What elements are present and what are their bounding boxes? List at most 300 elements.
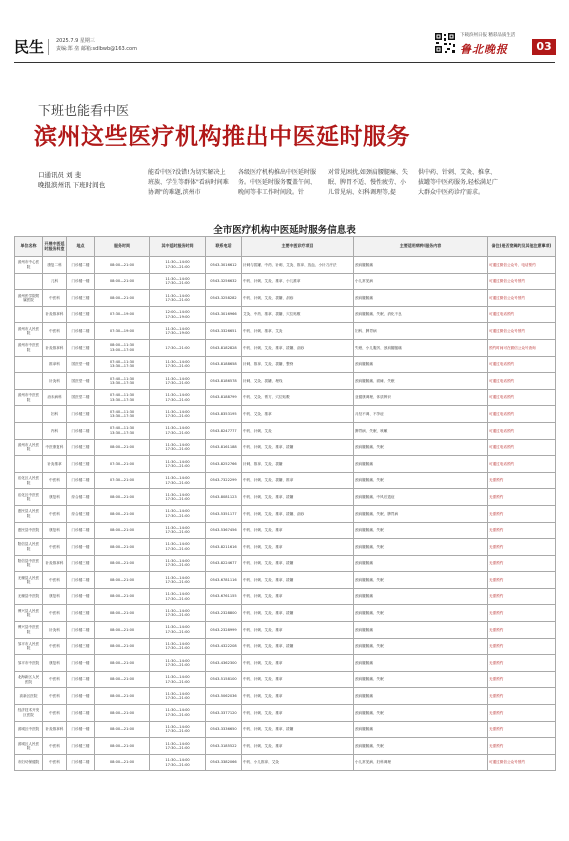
table-cell bbox=[15, 406, 43, 423]
table-cell: 08:00—21:00 bbox=[95, 555, 150, 572]
table-cell: 滨州医学院附属医院 bbox=[15, 290, 43, 307]
table-cell: 0543-3256632 bbox=[206, 273, 242, 290]
table-cell: 08:00—21:00 bbox=[95, 257, 150, 274]
table-cell: 中药、针刺、艾灸、推拿、拔罐 bbox=[242, 605, 354, 622]
article-column-2: 各级医疗机构推出中医延时服务。中医延时服务覆盖午间、晚间等非工作时间段。针 bbox=[238, 169, 317, 196]
table-cell: 中药、针刺、艾灸、推拿、拔罐 bbox=[242, 439, 354, 456]
table-cell: 中医康复科 bbox=[43, 439, 67, 456]
table-cell: 11:30—14:00 17:30—21:00 bbox=[150, 373, 206, 390]
table-row bbox=[15, 705, 556, 722]
table-cell: 颈肩腰腿痛 bbox=[354, 588, 488, 605]
table-cell: 可通过电话预约 bbox=[488, 356, 556, 373]
table-cell: 妇科、脾胃病 bbox=[354, 323, 488, 340]
table-cell: 08:00—21:00 bbox=[95, 638, 150, 655]
table-cell: 颈肩腰腿痛、面瘫、失眠 bbox=[354, 373, 488, 390]
table-cell: 门诊楼三楼 bbox=[67, 290, 95, 307]
table-cell: 无需预约 bbox=[488, 472, 556, 489]
masthead-logo: 鲁北晚报 bbox=[460, 43, 508, 56]
table-cell: 妇科 bbox=[43, 406, 67, 423]
table-cell: 无棣县人民医院 bbox=[15, 572, 43, 589]
table-cell bbox=[15, 373, 43, 390]
table-cell: 07:40—11:30 13:30—17:30 bbox=[95, 422, 150, 439]
table-cell bbox=[15, 306, 43, 323]
table-cell: 0543-2328800 bbox=[206, 605, 242, 622]
table-cell: 颈肩腰腿痛、失眠 bbox=[354, 472, 488, 489]
table-row bbox=[15, 688, 556, 705]
table-cell: 阳信县中医医院 bbox=[15, 555, 43, 572]
table-cell: 11:30—14:00 17:30—21:00 bbox=[150, 456, 206, 473]
table-cell: 中药、小儿推拿、艾灸 bbox=[242, 754, 354, 771]
table-cell: 可通过微信公众号、电话预约 bbox=[488, 257, 556, 274]
article-byline bbox=[38, 170, 105, 190]
column-header: 备注(是否宽阔约及其他注意事项) bbox=[488, 237, 556, 257]
table-cell: 康复科 bbox=[43, 588, 67, 605]
table-cell: 0543-3382066 bbox=[206, 754, 242, 771]
table-cell: 11:30—14:00 17:30—21:00 bbox=[150, 290, 206, 307]
table-cell: 中药、针刺、艾灸、推拿、拔罐、刮痧 bbox=[242, 505, 354, 522]
table-cell: 小儿常见病、妇科调理 bbox=[354, 754, 488, 771]
table-cell: 08:00—21:00 bbox=[95, 489, 150, 506]
table-cell: 0543-6781116 bbox=[206, 572, 242, 589]
table-cell: 综合楼三楼 bbox=[67, 505, 95, 522]
table-cell: 艾灸、中药、推拿、拔罐、穴位贴敷 bbox=[242, 306, 354, 323]
table-cell: 11:30—14:00 17:30—21:00 bbox=[150, 572, 206, 589]
table-row bbox=[15, 489, 556, 506]
table-cell: 11:30—14:00 17:30—21:00 bbox=[150, 688, 206, 705]
table-cell: 门诊楼一楼 bbox=[67, 688, 95, 705]
table-cell: 0543-8081123 bbox=[206, 489, 242, 506]
table-cell: 颈肩腰腿痛、失眠 bbox=[354, 605, 488, 622]
table-cell: 颈肩腰腿痛、失眠、消化不良 bbox=[354, 306, 488, 323]
table-cell: 滨州市中心医院 bbox=[15, 257, 43, 274]
table-cell: 0543-4322208 bbox=[206, 638, 242, 655]
table-cell: 颈肩腰腿痛 bbox=[354, 456, 488, 473]
table-cell: 门诊楼二楼 bbox=[67, 323, 95, 340]
column-header: 主要适用病种/服务内容 bbox=[354, 237, 488, 257]
table-cell: 门诊楼三楼 bbox=[67, 439, 95, 456]
table-cell: 11:30—14:00 17:30—21:00 bbox=[150, 638, 206, 655]
table-row bbox=[15, 323, 556, 340]
table-row bbox=[15, 671, 556, 688]
table-cell: 可通过电话预约 bbox=[488, 406, 556, 423]
table-cell: 0543-7322299 bbox=[206, 472, 242, 489]
table-row bbox=[15, 373, 556, 390]
table-cell: 无需预约 bbox=[488, 539, 556, 556]
table-cell: 07:30—19:00 bbox=[95, 306, 150, 323]
table-cell: 门诊楼二楼 bbox=[67, 754, 95, 771]
table-cell: 中药、针刺、艾灸、推拿、小儿推拿 bbox=[242, 273, 354, 290]
article-column-3: 对常见困扰,如颈肩腰腿痛、失眠、脾胃不适、慢性疲劳、小儿常见病、妇科调理等,提 bbox=[328, 169, 408, 196]
table-cell: 综合楼二楼 bbox=[67, 489, 95, 506]
table-cell: 08:00—21:00 bbox=[95, 572, 150, 589]
table-cell: 颈肩腰腿痛 bbox=[354, 622, 488, 639]
table-cell: 无需预约 bbox=[488, 671, 556, 688]
table-cell: 中医科 bbox=[43, 688, 67, 705]
table-cell: 中医科 bbox=[43, 705, 67, 722]
table-cell: 中药、针刺、艾灸、拔罐、刮痧 bbox=[242, 290, 354, 307]
table-cell: 针刺与拔罐、中药、针刺、艾灸、推拿、放血、小针刀疗法 bbox=[242, 257, 354, 274]
table-row bbox=[15, 721, 556, 738]
table-cell: 11:30—14:00 17:30—21:00 bbox=[150, 754, 206, 771]
table-row bbox=[15, 406, 556, 423]
table-cell: 颈肩腰腿痛、失眠 bbox=[354, 638, 488, 655]
table-cell: 11:30—14:00 17:30—21:00 bbox=[150, 422, 206, 439]
table-cell: 07:40—11:30 13:30—17:30 bbox=[95, 406, 150, 423]
table-cell: 11:30—14:00 17:30—21:00 bbox=[150, 389, 206, 406]
table-cell: 0543-5158100 bbox=[206, 671, 242, 688]
table-cell: 0543-3016612 bbox=[206, 257, 242, 274]
article-column-1: 能看中医?没错!为切实解决上班族、学生等群体"看病时间难协调"的难题,滨州市 bbox=[148, 169, 229, 196]
table-cell: 11:30—14:00 17:30—21:00 bbox=[150, 505, 206, 522]
table-cell: 颈肩腰腿痛 bbox=[354, 688, 488, 705]
table-cell: 0543-8211616 bbox=[206, 539, 242, 556]
table-cell: 11:30—14:00 17:30—21:00 bbox=[150, 605, 206, 622]
table-cell: 中药、针刺、艾灸、推拿 bbox=[242, 522, 354, 539]
table-cell: 门诊楼二楼 bbox=[67, 257, 95, 274]
table-cell: 0543-5367456 bbox=[206, 522, 242, 539]
table-cell: 11:30—14:00 17:30—21:00 bbox=[150, 539, 206, 556]
table-cell: 无棣县中医院 bbox=[15, 588, 43, 605]
table-cell: 滨州市人民医院 bbox=[15, 323, 43, 340]
byline-reporter: 口通讯员 刘 斐 bbox=[38, 171, 82, 179]
page-header bbox=[14, 33, 555, 60]
table-cell: 针灸推拿 bbox=[43, 456, 67, 473]
table-cell: 可通过微信公众号预约 bbox=[488, 290, 556, 307]
table-cell: 07:40—11:30 13:30—17:30 bbox=[95, 389, 150, 406]
table-cell: 17:30—21:00 bbox=[150, 339, 206, 356]
table-cell: 门诊楼三楼 bbox=[67, 738, 95, 755]
table-cell: 中医科 bbox=[43, 290, 67, 307]
table-cell: 内科 bbox=[43, 422, 67, 439]
table-row bbox=[15, 456, 556, 473]
table-cell: 颈肩腰腿痛 bbox=[354, 290, 488, 307]
table-row bbox=[15, 638, 556, 655]
table-cell: 中医科 bbox=[43, 638, 67, 655]
hot-text: 下载滨州日报 精彩品质生活 bbox=[460, 33, 516, 38]
table-cell: 07:40—11:30 13:30—17:30 bbox=[95, 356, 150, 373]
table-cell: 博兴县中医医院 bbox=[15, 622, 43, 639]
table-cell: 中医科 bbox=[43, 738, 67, 755]
table-cell: 颈肩腰腿痛、失眠 bbox=[354, 671, 488, 688]
table-cell: 无需预约 bbox=[488, 505, 556, 522]
table-cell: 中药、艾灸、推拿 bbox=[242, 406, 354, 423]
table-cell: 无需预约 bbox=[488, 572, 556, 589]
byline-lead: 晚报滨州讯 下班时间也 bbox=[38, 181, 106, 189]
table-cell: 门诊楼二楼 bbox=[67, 422, 95, 439]
table-cell: 推拿科 bbox=[43, 356, 67, 373]
table-cell: 中药、针刺、艾灸、推拿 bbox=[242, 539, 354, 556]
article-column-4: 供中药、针刺、艾灸、推拿、拔罐等中医药服务,轻松满足广大群众中医药诊疗需求。 bbox=[418, 169, 498, 196]
table-cell: 无需预约 bbox=[488, 588, 556, 605]
table-cell: 颈肩腰腿痛、失眠 bbox=[354, 572, 488, 589]
table-cell: 08:00—21:00 bbox=[95, 721, 150, 738]
table-cell: 无需预约 bbox=[488, 688, 556, 705]
column-header: 单位名称 bbox=[15, 237, 43, 257]
table-cell: 国医堂二楼 bbox=[67, 389, 95, 406]
section-divider bbox=[48, 39, 49, 55]
table-cell: 0543-3016966 bbox=[206, 306, 242, 323]
table-cell: 针刺、推拿、艾灸、拔罐、整脊 bbox=[242, 356, 354, 373]
table-cell: 市妇幼保健院 bbox=[15, 754, 43, 771]
table-cell: 0543-8188658 bbox=[206, 356, 242, 373]
table-cell: 0543-3326651 bbox=[206, 323, 242, 340]
table-cell: 08:00—21:00 bbox=[95, 273, 150, 290]
table-cell: 无需预约 bbox=[488, 721, 556, 738]
table-body bbox=[15, 257, 556, 771]
table-cell: 08:00—21:00 bbox=[95, 522, 150, 539]
table-cell: 无需预约 bbox=[488, 738, 556, 755]
table-row bbox=[15, 555, 556, 572]
table-cell: 11:30—14:00 17:30—21:00 bbox=[150, 671, 206, 688]
column-header: 主要中医诊疗项目 bbox=[242, 237, 354, 257]
table-cell: 08:00—21:00 bbox=[95, 671, 150, 688]
table-cell: 08:00—21:00 bbox=[95, 290, 150, 307]
table-cell: 针刺、推拿、艾灸、拔罐 bbox=[242, 456, 354, 473]
article-kicker: 下班也能看中医 bbox=[38, 104, 130, 119]
table-cell: 0543-3258282 bbox=[206, 290, 242, 307]
table-row bbox=[15, 588, 556, 605]
table-cell: 11:30—14:00 17:30—21:00 bbox=[150, 257, 206, 274]
table-cell: 滨城区中医院 bbox=[15, 721, 43, 738]
table-cell: 11:30—14:00 17:30—19:00 bbox=[150, 323, 206, 340]
table-cell: 门诊楼三楼 bbox=[67, 339, 95, 356]
column-header: 联系电话 bbox=[206, 237, 242, 257]
table-cell: 滨州市中医医院 bbox=[15, 389, 43, 406]
table-cell: 0543-8224677 bbox=[206, 555, 242, 572]
table-cell: 颈肩腰腿痛 bbox=[354, 555, 488, 572]
table-cell: 08:00—21:00 bbox=[95, 539, 150, 556]
table-row bbox=[15, 505, 556, 522]
table-cell: 0543-5351177 bbox=[206, 505, 242, 522]
table-cell: 08:00—21:00 bbox=[95, 705, 150, 722]
table-cell: 门诊楼一楼 bbox=[67, 721, 95, 738]
table-row bbox=[15, 655, 556, 672]
table-cell: 0543-3377120 bbox=[206, 705, 242, 722]
table-cell: 11:30—14:00 17:30—21:00 bbox=[150, 555, 206, 572]
table-row bbox=[15, 754, 556, 771]
table-cell: 门诊楼三楼 bbox=[67, 605, 95, 622]
table-cell: 邹平市中医院 bbox=[15, 655, 43, 672]
column-header: 开展中医延时服务科室 bbox=[43, 237, 67, 257]
table-cell: 门诊楼二楼 bbox=[67, 622, 95, 639]
table-row bbox=[15, 257, 556, 274]
table-cell: 滨州市中医医院 bbox=[15, 339, 43, 356]
table-cell: 08:00—21:00 bbox=[95, 622, 150, 639]
table-cell: 康复科 bbox=[43, 522, 67, 539]
table-row bbox=[15, 273, 556, 290]
table-cell: 可通过电话预约 bbox=[488, 389, 556, 406]
table-cell: 颈肩腰腿痛 bbox=[354, 356, 488, 373]
table-cell: 11:30—14:00 17:30—21:00 bbox=[150, 655, 206, 672]
table-cell: 可通过电话预约 bbox=[488, 306, 556, 323]
table-cell: 门诊楼一楼 bbox=[67, 273, 95, 290]
table-cell: 可通过电话预约 bbox=[488, 439, 556, 456]
table-cell: 08:00—21:00 bbox=[95, 588, 150, 605]
table-cell: 国医堂一楼 bbox=[67, 356, 95, 373]
table-cell: 11:30—14:00 17:30—21:00 bbox=[150, 738, 206, 755]
table-cell: 07:30—19:00 bbox=[95, 323, 150, 340]
table-cell: 11:30—14:00 17:30—21:00 bbox=[150, 273, 206, 290]
table-cell: 08:00—21:00 bbox=[95, 655, 150, 672]
table-cell: 08:00—21:00 bbox=[95, 439, 150, 456]
table-cell: 中医科 bbox=[43, 323, 67, 340]
table-row bbox=[15, 306, 556, 323]
table-cell: 针灸推拿科 bbox=[43, 339, 67, 356]
table-cell: 0543-5062036 bbox=[206, 688, 242, 705]
table-cell: 11:30—14:00 17:30—21:00 bbox=[150, 622, 206, 639]
table-cell: 中医科 bbox=[43, 754, 67, 771]
table-cell: 11:30—14:00 17:30—21:00 bbox=[150, 721, 206, 738]
table-cell: 0543-8186578 bbox=[206, 373, 242, 390]
table-cell: 门诊楼三楼 bbox=[67, 456, 95, 473]
table-cell: 颈肩腰腿痛、中风后遗症 bbox=[354, 489, 488, 506]
table-cell: 0543-8188799 bbox=[206, 389, 242, 406]
table-row bbox=[15, 622, 556, 639]
table-cell: 针灸推拿科 bbox=[43, 721, 67, 738]
table-cell bbox=[15, 356, 43, 373]
table-cell: 08:00—21:00 bbox=[95, 688, 150, 705]
table-cell: 可通过电话预约 bbox=[488, 456, 556, 473]
table-cell: 门诊楼二楼 bbox=[67, 472, 95, 489]
table-cell: 中药、针刺、艾灸、推拿 bbox=[242, 705, 354, 722]
table-row bbox=[15, 522, 556, 539]
issue-date: 2025.7.9 星期三 bbox=[56, 38, 95, 44]
table-cell: 11:30—14:00 17:30—21:00 bbox=[150, 406, 206, 423]
column-header: 服务时间 bbox=[95, 237, 150, 257]
table-cell: 中药、针刺、艾灸、拔罐、推拿 bbox=[242, 472, 354, 489]
table-cell: 中医科 bbox=[43, 572, 67, 589]
table-cell: 中药、针刺、艾灸、推拿、拔罐 bbox=[242, 721, 354, 738]
table-cell: 预约时间可在微信公众号查询 bbox=[488, 339, 556, 356]
service-info-table bbox=[14, 236, 556, 771]
table-cell: 小儿常见病 bbox=[354, 273, 488, 290]
table-cell: 沾化区人民医院 bbox=[15, 472, 43, 489]
table-cell: 08:00—21:00 bbox=[95, 754, 150, 771]
table-cell: 0543-8252766 bbox=[206, 456, 242, 473]
table-cell: 中药、针刺、艾灸、推拿 bbox=[242, 655, 354, 672]
table-cell: 中药、针刺、艾灸 bbox=[242, 422, 354, 439]
table-cell: 无需预约 bbox=[488, 638, 556, 655]
table-cell: 颈肩腰腿痛、失眠 bbox=[354, 439, 488, 456]
table-cell: 惠民县人民医院 bbox=[15, 505, 43, 522]
table-cell: 11:30—14:00 17:30—21:00 bbox=[150, 705, 206, 722]
table-cell: 0543-3185522 bbox=[206, 738, 242, 755]
issue-meta bbox=[56, 37, 137, 53]
header-rule bbox=[14, 62, 555, 63]
table-cell: 颈肩腰腿痛、失眠 bbox=[354, 705, 488, 722]
table-cell: 0543-2328999 bbox=[206, 622, 242, 639]
table-cell: 可通过电话预约 bbox=[488, 373, 556, 390]
table-cell: 颈肩腰腿痛、失眠 bbox=[354, 539, 488, 556]
table-cell: 滨城区人民医院 bbox=[15, 738, 43, 755]
table-cell: 阳信县人民医院 bbox=[15, 539, 43, 556]
table-cell: 滨州市人民医院 bbox=[15, 439, 43, 456]
table-cell: 颈肩腰腿痛 bbox=[354, 257, 488, 274]
table-cell: 中药、针刺、艾灸、推拿 bbox=[242, 688, 354, 705]
table-cell: 中药、针刺、艾灸、推拿 bbox=[242, 738, 354, 755]
table-row bbox=[15, 472, 556, 489]
table-title: 全市医疗机构中医延时服务信息表 bbox=[213, 225, 356, 236]
column-header: 其中延时服务时间 bbox=[150, 237, 206, 257]
qr-code-icon bbox=[434, 32, 456, 54]
table-cell: 门诊楼三楼 bbox=[67, 555, 95, 572]
table-cell: 中药、针刺、艾灸、推拿、拔罐 bbox=[242, 572, 354, 589]
table-cell: 门诊楼一楼 bbox=[67, 588, 95, 605]
table-cell bbox=[15, 422, 43, 439]
table-cell: 中药、针刺、艾灸、推拿 bbox=[242, 588, 354, 605]
table-cell: 颈肩腰腿痛 bbox=[354, 655, 488, 672]
page-number: 03 bbox=[532, 39, 556, 55]
table-row bbox=[15, 422, 556, 439]
table-cell: 门诊楼二楼 bbox=[67, 572, 95, 589]
table-cell: 11:30—14:00 17:30—21:00 bbox=[150, 356, 206, 373]
table-cell: 11:30—14:00 17:30—21:00 bbox=[150, 439, 206, 456]
table-cell bbox=[15, 456, 43, 473]
table-cell: 11:30—14:00 17:30—21:00 bbox=[150, 522, 206, 539]
table-cell: 无需预约 bbox=[488, 705, 556, 722]
editor-line: 责编:郑 垒 邮箱:sdlbwb@163.com bbox=[56, 46, 137, 52]
table-cell: 中医科 bbox=[43, 539, 67, 556]
table-cell: 08:00—11:30 13:00—17:00 bbox=[95, 339, 150, 356]
table-cell: 门诊楼三楼 bbox=[67, 306, 95, 323]
table-cell: 高新区医院 bbox=[15, 688, 43, 705]
table-cell: 中药、针刺、艾灸、推拿 bbox=[242, 671, 354, 688]
table-cell: 惠民县中医院 bbox=[15, 522, 43, 539]
table-cell: 针灸推拿科 bbox=[43, 555, 67, 572]
table-cell: 无需预约 bbox=[488, 622, 556, 639]
table-cell: 治未病科 bbox=[43, 389, 67, 406]
table-cell: 颈肩腰腿痛、失眠 bbox=[354, 738, 488, 755]
table-cell: 国医堂一楼 bbox=[67, 373, 95, 390]
table-cell: 08:00—21:00 bbox=[95, 738, 150, 755]
table-cell: 颈肩腰腿痛 bbox=[354, 721, 488, 738]
table-header-row bbox=[15, 237, 556, 257]
table-cell: 沾化区中医医院 bbox=[15, 489, 43, 506]
table-cell: 0543-6761155 bbox=[206, 588, 242, 605]
table-cell: 0543-3336650 bbox=[206, 721, 242, 738]
table-cell: 0543-8353195 bbox=[206, 406, 242, 423]
table-row bbox=[15, 738, 556, 755]
table-cell: 可通过电话预约 bbox=[488, 422, 556, 439]
table-cell: 0543-8247777 bbox=[206, 422, 242, 439]
table-cell: 无需预约 bbox=[488, 522, 556, 539]
table-cell: 无需预约 bbox=[488, 655, 556, 672]
section-name: 民生 bbox=[14, 38, 45, 56]
table-cell: 中药、针刺、艾灸、推拿、拔罐、刮痧 bbox=[242, 339, 354, 356]
table-cell: 颈肩腰腿痛、失眠 bbox=[354, 522, 488, 539]
table-cell: 中医科 bbox=[43, 605, 67, 622]
table-cell: 针灸科 bbox=[43, 622, 67, 639]
table-cell bbox=[15, 273, 43, 290]
table-cell: 08:00—21:00 bbox=[95, 605, 150, 622]
table-cell: 中药、针刺、推拿、艾灸 bbox=[242, 323, 354, 340]
table-cell: 无需预约 bbox=[488, 605, 556, 622]
table-row bbox=[15, 539, 556, 556]
table-cell: 中药、针刺、艾灸、推拿、拔罐 bbox=[242, 555, 354, 572]
table-cell: 门诊楼三楼 bbox=[67, 638, 95, 655]
table-cell: 康复二科 bbox=[43, 257, 67, 274]
table-cell: 07:30—21:00 bbox=[95, 456, 150, 473]
table-cell: 门诊楼二楼 bbox=[67, 522, 95, 539]
table-row bbox=[15, 572, 556, 589]
table-cell: 无需预约 bbox=[488, 489, 556, 506]
table-cell: 0543-8182828 bbox=[206, 339, 242, 356]
table-cell: 11:30—14:00 17:30—21:00 bbox=[150, 489, 206, 506]
table-cell: 中药、针刺、艾灸、推拿、拔罐 bbox=[242, 489, 354, 506]
table-row bbox=[15, 389, 556, 406]
table-row bbox=[15, 605, 556, 622]
table-cell: 中药、针刺、艾灸、推拿、拔罐 bbox=[242, 638, 354, 655]
